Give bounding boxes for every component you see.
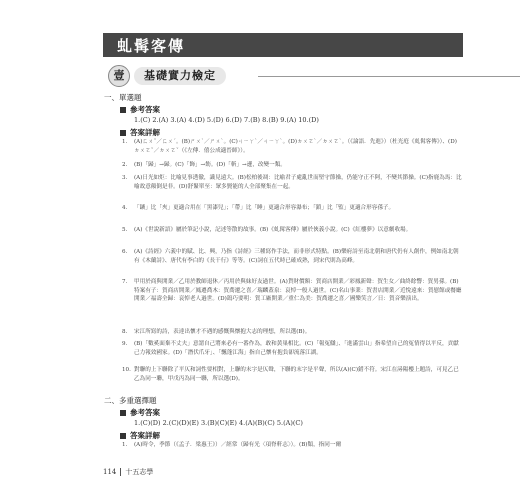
page-number: 114 [103, 468, 117, 476]
item-number: 1. [122, 442, 128, 448]
section-label: 基礎實力檢定 [134, 67, 226, 85]
item-number: 5. [122, 227, 128, 233]
item-number: 9. [122, 341, 128, 347]
part2-answers-heading-label: 參考答案 [130, 408, 160, 417]
part1-explain-heading [120, 127, 160, 138]
part1-answer-key: 1.(C) 2.(A) 3.(A) 4.(D) 5.(D) 6.(D) 7.(B) 8.(B) 9.(A) 10.(D) [134, 116, 319, 124]
item-text: 對聯的上下聯除了平仄和詞性要相對，上聯的末字是仄聲，下聯的末字是平聲，所以(A)(C)錯不符。宋江在潯陽樓上題詩，可見乙已乙為同一聯，甲戊丙為同一聯，所以選(D)。 [134, 367, 459, 382]
item-text: (B)「歸」→歸。(C)「飾」→飭。(D)「斬」→遜，改變一類。 [134, 162, 286, 168]
part1-heading: 一、單選題 [104, 93, 142, 102]
section-divider [258, 76, 520, 77]
item-number: 1. [122, 139, 128, 145]
list-item [122, 340, 462, 357]
list-item [122, 138, 462, 155]
section-number-badge: 壹 [108, 65, 130, 87]
list-item [122, 204, 462, 213]
item-text: (B)「數奚面棄不丈夫」意謂自己將來必有一番作為，敢和黃巢相比。(C)「報冤讎」、「進滿雲山」指希望自己的冤情得以平反，貢獻己力報效國家。(D)「潛伏爪牙」、「飄蓬江海」指自己懷有抱負卻流落江湖。 [134, 341, 459, 356]
part2-heading: 二、多重選擇題 [104, 396, 157, 405]
item-text: (A)ㄈㄨˇ／ㄈㄨˊ。(B)ㄕㄨˋ／ㄕㄨˋ。(C)ㄐㄧㄚˋ／ㄐㄧㄚˋ。(D)ㄉㄨㄛˋ／ㄉㄨㄛˋ。（《論語．先進》）（杜光庭《虬髯客傳》）、(D)ㄉㄨㄛˇ／ㄉㄨㄛˇ（《左傳．僖公成適晉師》）。 [134, 139, 457, 154]
item-number: 10. [122, 367, 131, 373]
item-text: (A)《世說新語》屬於筆記小說，記述等散的故事。(B)《虬髯客傳》屬於俠義小說。(C)《紅樓夢》以意劇收場。 [134, 227, 412, 233]
part2-explain-heading-label: 答案詳解 [130, 431, 160, 440]
list-item [122, 226, 462, 235]
item-number: 2. [122, 162, 128, 168]
chapter-title: 虬髯客傳 [117, 36, 186, 55]
square-bullet-icon [120, 130, 126, 136]
part1-explain-heading-label: 答案詳解 [130, 128, 160, 137]
item-text: 「鑛」比「夾」更適合用在「黑漆兒」；「帶」比「睡」更適合形容瀑布；「鎖」比「監」更適合形容孫子。 [134, 205, 395, 211]
square-bullet-icon [120, 107, 126, 113]
item-text: (A)時令，季節（《孟子．梁惠王》）／經常（歸有光〈項脊軒志〉）。(B)類，指同一爾 [134, 442, 342, 448]
part2-explain-heading [120, 430, 160, 441]
list-item [122, 278, 462, 304]
footer-divider [120, 468, 121, 476]
item-text: 宋江所寫的詩，表達出懷才不遇的感慨與懷抱大志的理想，所以選(B)。 [134, 329, 311, 335]
list-item [122, 248, 462, 265]
item-text: 甲用於商與開業／乙用於教師退休／丙用於與妹好友過世。(A)貨財價額：賀商店開業／彩鳳新聲：賀生女／曲終餘響：賀男孫。(B)特案有子：賀商店開業／鳳遷喬木：賀喬遷之喜／瑞麟蓋泉：哀悼一般人過世。(C)名山事業：賀書店開業／近悅遠來：賀慰館或餐廳開業／福壽全歸：哀悼老人過世。(D)鴿巧要明：賀工廠開業／重仁為美：賀喬遷之喜／國樂笑言／日：賀音樂演出。 [134, 279, 462, 303]
part2-answers-heading [120, 407, 160, 418]
item-number: 4. [122, 205, 128, 211]
list-item [122, 366, 462, 383]
item-number: 7. [122, 279, 128, 285]
list-item [122, 161, 462, 170]
item-number: 6. [122, 249, 128, 255]
list-item [122, 441, 462, 450]
square-bullet-icon [120, 410, 126, 416]
section-banner [108, 65, 408, 87]
list-item [122, 174, 462, 191]
item-text: (A)日光如炬：比喻見事透徹，識見遠大。(B)松柏後凋：比喻君子處亂世而堅守節操，仍能守正不阿，不變其節操。(C)指鹿為馬：比喻故意顛倒是非。(D)舒緊單至：眾多賢能的人全部聚集在一起。 [134, 175, 462, 190]
item-number: 3. [122, 175, 128, 181]
book-title: 十五志學 [125, 468, 154, 476]
item-number: 8. [122, 329, 128, 335]
page-footer [103, 467, 153, 477]
list-item [122, 328, 462, 337]
item-text: (A)《詩經》六義中的賦、比、興，乃指《詩經》三種寫作手法，而非形式特點。(B)樂府詩至南北朝和唐代仍有人創作，例如南北朝有《木蘭詩》、唐代有李白的《長干行》等等。(C)詞在五代時已確成熟，到宋代則為高峰。 [134, 249, 459, 264]
square-bullet-icon [120, 433, 126, 439]
chapter-title-bar [103, 33, 463, 57]
part1-answers-heading [120, 104, 160, 115]
part2-answer-key: 1.(C)(D) 2.(C)(D)(E) 3.(B)(C)(E) 4.(A)(B)(C) 5.(A)(C) [134, 419, 303, 427]
part1-answers-heading-label: 參考答案 [130, 105, 160, 114]
